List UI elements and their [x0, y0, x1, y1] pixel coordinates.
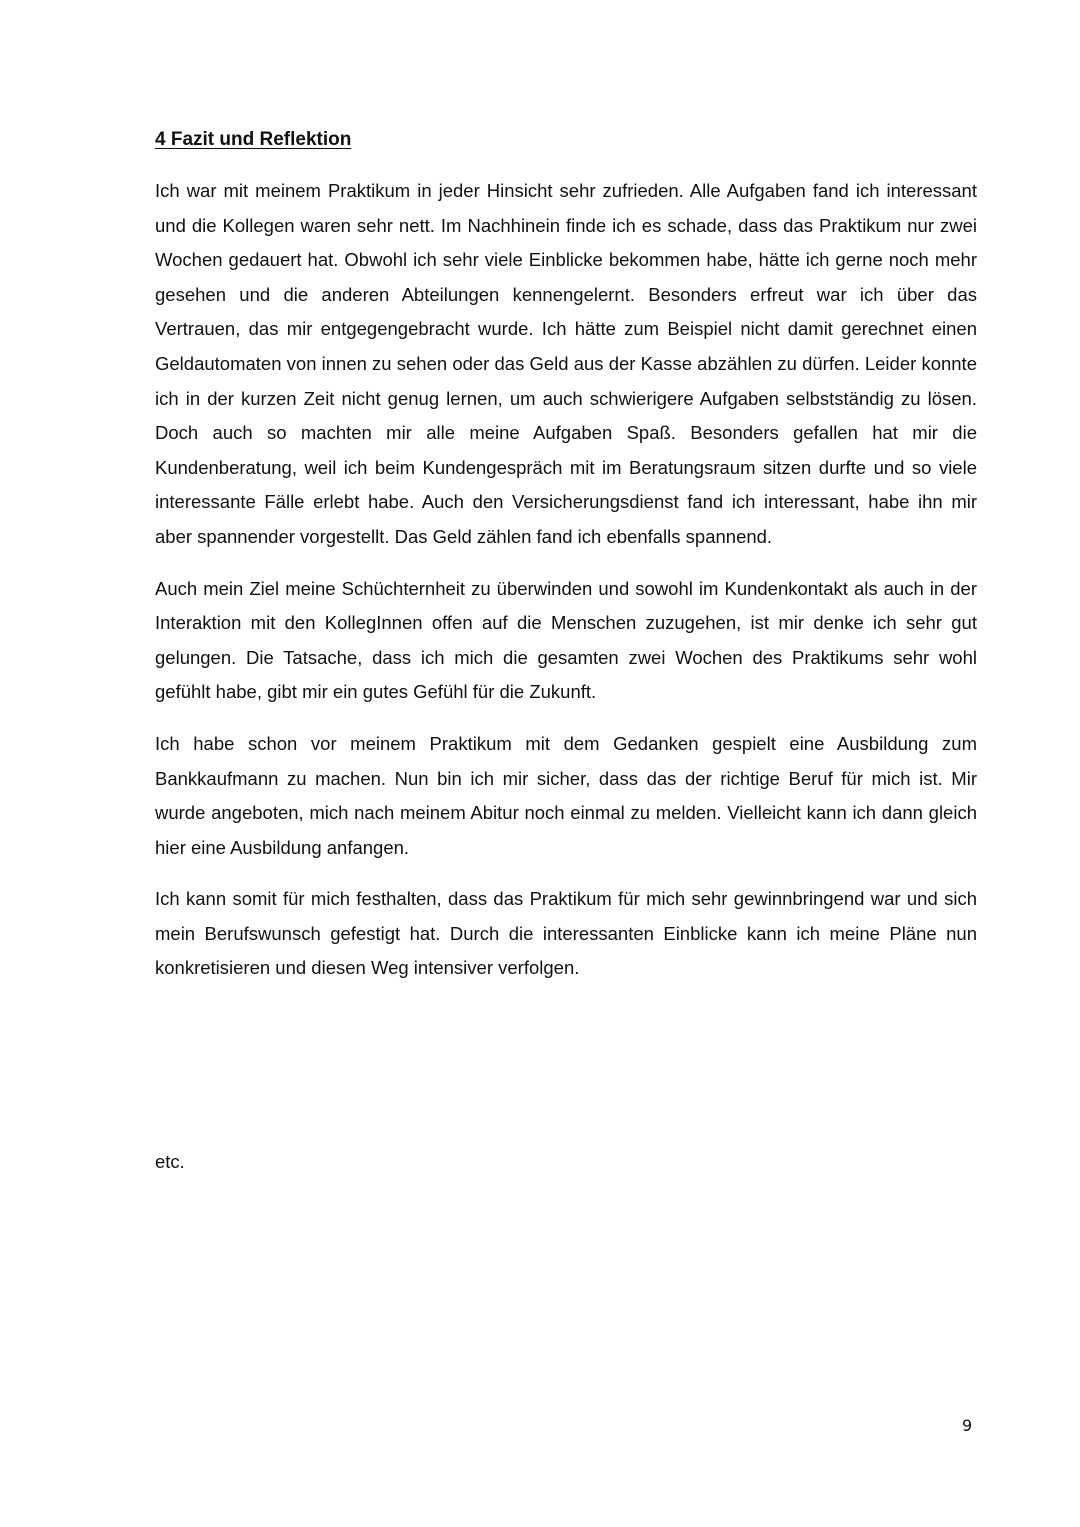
closing-text: etc. — [155, 1151, 185, 1172]
document-body — [155, 126, 977, 1003]
paragraph-1: Ich war mit meinem Praktikum in jeder Hinsicht sehr zufrieden. Alle Aufgaben fand ich interessant und die Kollegen waren sehr nett. Im Nachhinein finde ich es schade, dass das Praktikum nur zwei Wochen gedauert hat. Obwohl ich sehr viele Einblicke bekommen habe, hätte ich gerne noch mehr gesehen und die anderen Abteilungen kennengelernt. Besonders erfreut war ich über das Vertrauen, das mir entgegengebracht wurde. Ich hätte zum Beispiel nicht damit gerechnet einen Geldautomaten von innen zu sehen oder das Geld aus der Kasse abzählen zu dürfen. Leider konnte ich in der kurzen Zeit nicht genug lernen, um auch schwierigere Aufgaben selbstständig zu lösen. Doch auch so machten mir alle meine Aufgaben Spaß. Besonders gefallen hat mir die Kundenberatung, weil ich beim Kundengespräch mit im Beratungsraum sitzen durfte und so viele interessante Fälle erlebt habe. Auch den Versicherungsdienst fand ich interessant, habe ihn mir aber spannender vorgestellt. Das Geld zählen fand ich ebenfalls spannend. — [155, 180, 977, 547]
page-number: 9 — [962, 1416, 973, 1435]
paragraph-4: Ich kann somit für mich festhalten, dass das Praktikum für mich sehr gewinnbringend war und sich mein Berufswunsch gefestigt hat. Durch die interessanten Einblicke kann ich meine Pläne nun konkretisieren und diesen Weg intensiver verfolgen. — [155, 888, 977, 979]
paragraph-3: Ich habe schon vor meinem Praktikum mit dem Gedanken gespielt eine Ausbildung zum Bankkaufmann zu machen. Nun bin ich mir sicher, dass das der richtige Beruf für mich ist. Mir wurde angeboten, mich nach meinem Abitur noch einmal zu melden. Vielleicht kann ich dann gleich hier eine Ausbildung anfangen. — [155, 732, 977, 858]
section-heading: 4 Fazit und Reflektion — [155, 129, 352, 150]
paragraph-2: Auch mein Ziel meine Schüchternheit zu überwinden und sowohl im Kundenkontakt als auch in der Interaktion mit den KollegInnen offen auf die Menschen zuzugehen, ist mir denke ich sehr gut gelungen. Die Tatsache, dass ich mich die gesamten zwei Wochen des Praktikums sehr wohl gefühlt habe, gibt mir ein gutes Gefühl für die Zukunft. — [155, 577, 977, 703]
